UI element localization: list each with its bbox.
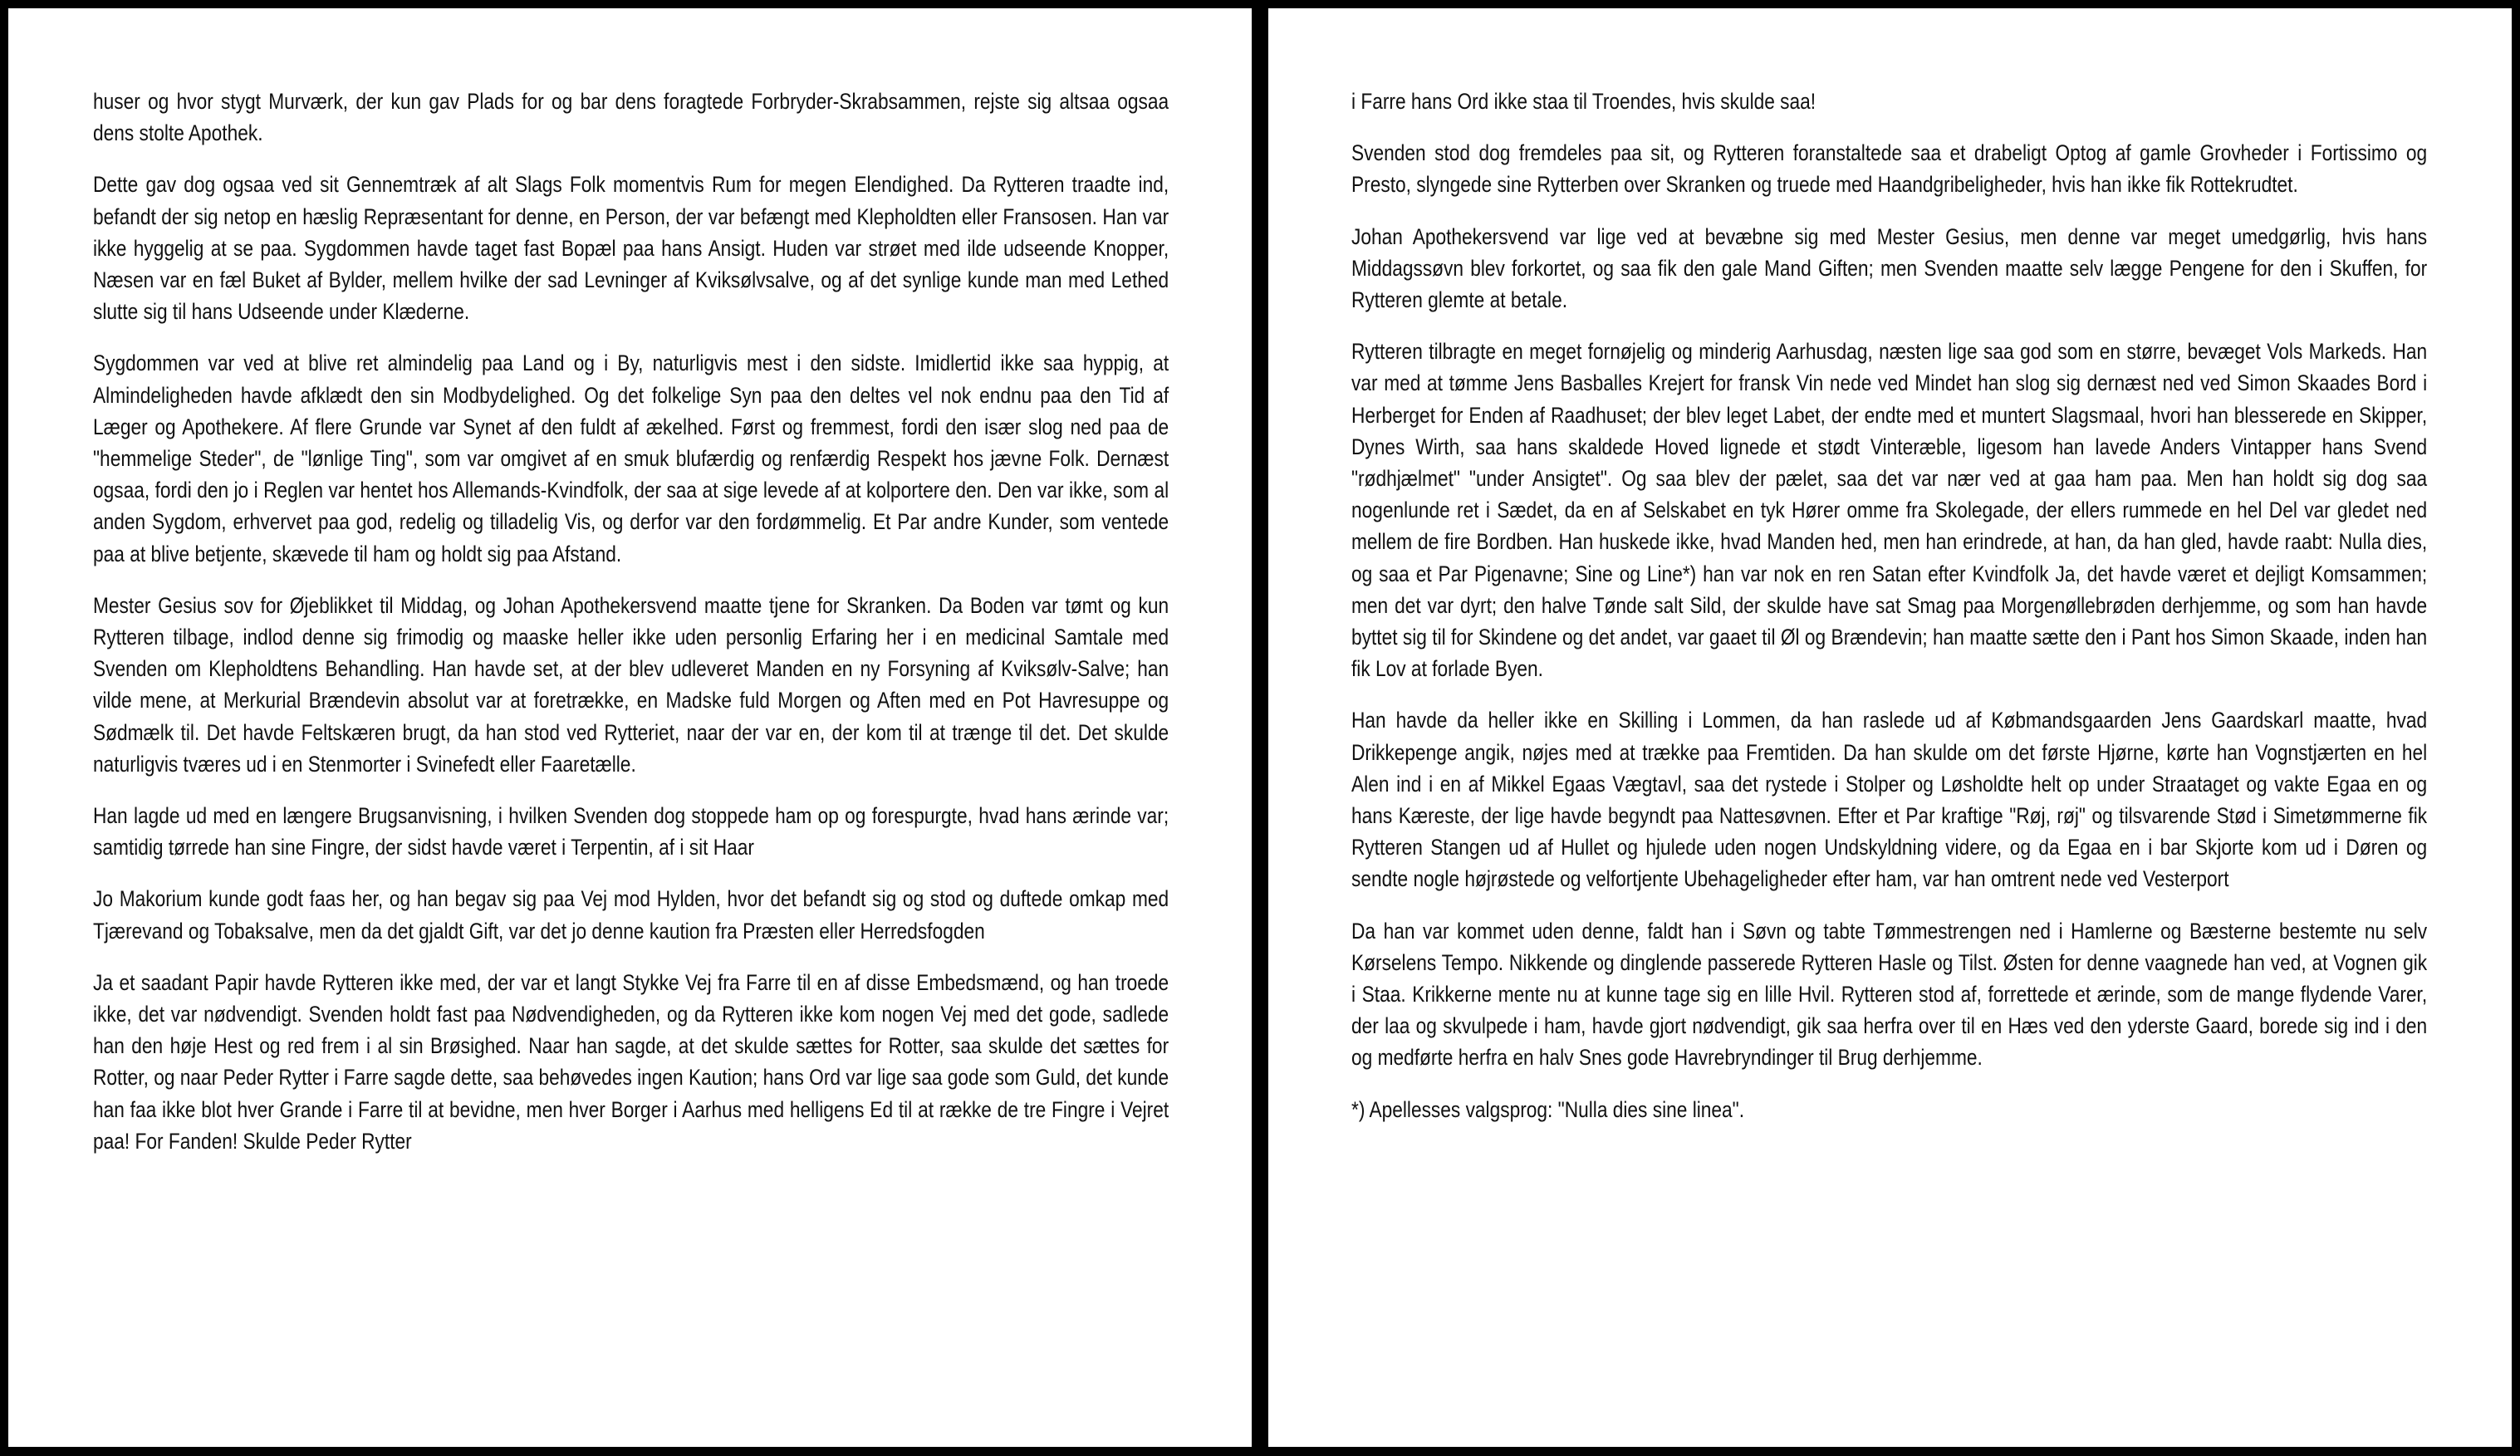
paragraph: Da han var kommet uden denne, faldt han i Søvn og tabte Tømmestrengen ned i Hamlerne og Bæsterne bestemte nu selv Kørselens Tempo. Nikkende og dinglende passerede Rytteren Hasle og Tilst. Østen for denne vaagnede han ved, at Vognen gik i Staa. Krikkerne mente nu at kunne tage sig en lille Hvil. Rytteren stod af, forrettede et ærinde, som de mange flydende Varer, der laa og skvulpede i ham, havde gjort nødvendigt, gik saa herfra over til en Hæs ved den yderste Gaard, borede sig ind i den og medførte herfra en halv Snes gode Havrebryndinger til Brug derhjemme. xyxy=(1351,918,2428,1071)
right-page-text xyxy=(1351,86,2427,1145)
paragraph: Svenden stod dog fremdeles paa sit, og Rytteren foranstaltede saa et drabeligt Optog af gamle Grovheder i Fortissimo og Presto, slyngede sine Rytterben over Skranken og truede med Haandgribeligheder, hvis han ikke fik Rottekrudtet. xyxy=(1351,140,2428,198)
paragraph: Mester Gesius sov for Øjeblikket til Middag, og Johan Apothekersvend maatte tjene for Skranken. Da Boden var tømt og kun Rytteren tilbage, indlod denne sig frimodig og maaske heller ikke uden personlig Erfaring her i en medicinal Samtale med Svenden om Klepholdtens Behandling. Han havde set, at der blev udleveret Manden en ny Forsyning af Kviksølv-Salve; han vilde mene, at Merkurial Brændevin absolut var at foretrække, en Madske fuld Morgen og Aften med en Pot Havresuppe og Sødmælk til. Det havde Feltskæren brugt, da han stod ved Rytteriet, naar der var en, der kom til at trænge til det. Det skulde naturligvis tværes ud i en Stenmorter i Svinefedt eller Faaretælle. xyxy=(93,592,1169,777)
paragraph: i Farre hans Ord ikke staa til Troendes, hvis skulde saa! xyxy=(1351,89,1816,114)
paragraph: Jo Makorium kunde godt faas her, og han begav sig paa Vej mod Hylden, hvor det befandt sig og stod og duftede omkap med Tjærevand og Tobaksalve, men da det gjaldt Gift, var det jo denne kaution fra Præsten eller Herredsfogden xyxy=(93,886,1169,944)
paragraph: Ja et saadant Papir havde Rytteren ikke med, der var et langt Stykke Vej fra Farre til en af disse Embedsmænd, og han troede ikke, det var nødvendigt. Svenden holdt fast paa Nødvendigheden, og da Rytteren ikke kom nogen Vej med det gode, sadlede han den høje Hest og red frem i al sin Brøsighed. Naar han sagde, at det skulde sættes for Rotter, saa skulde det sættes for Rotter, og naar Peder Rytter i Farre sagde dette, saa behøvedes ingen Kaution; hans Ord var lige saa gode som Guld, det kunde han faa ikke blot hver Grande i Farre til at bevidne, men hver Borger i Aarhus med helligens Ed til at række de tre Fingre i Vejret paa! For Fanden! Skulde Peder Rytter xyxy=(93,969,1169,1154)
paragraph: huser og hvor stygt Murværk, der kun gav Plads for og bar dens foragtede Forbryder-Skrabsammen, rejste sig altsaa ogsaa dens stolte Apothek. xyxy=(93,89,1169,146)
left-page-text xyxy=(93,86,1169,1177)
paragraph: Han havde da heller ikke en Skilling i Lommen, da han raslede ud af Købmandsgaarden Jens Gaardskarl maatte, hvad Drikkepenge angik, nøjes med at trække paa Fremtiden. Da han skulde om det første Hjørne, kørte han Vognstjærten en hel Alen ind i en af Mikkel Egaas Vægtavl, saa det rystede i Stolper og Løsholdte helt op under Straataget og vakte Egaa en og hans Kæreste, der lige havde begyndt paa Nattesøvnen. Efter et Par kraftige "Røj, røj" og tilsvarende Stød i Simetømmerne fik Rytteren Stangen ud af Hullet og hjulede uden nogen Undskyldning videre, og da Egaa en i bar Skjorte kom ud i Døren og sendte nogle højrøstede og velfortjente Ubehageligheder efter ham, var han omtrent nede ved Vesterport xyxy=(1351,708,2428,892)
paragraph: Johan Apothekersvend var lige ved at bevæbne sig med Mester Gesius, men denne var meget umedgørlig, hvis hans Middagssøvn blev forkortet, og saa fik den gale Mand Giften; men Svenden maatte selv lægge Pengene for den i Skuffen, for Rytteren glemte at betale. xyxy=(1351,223,2428,313)
footnote: *) Apellesses valgsprog: "Nulla dies sine linea". xyxy=(1351,1096,1745,1122)
paragraph: Sygdommen var ved at blive ret almindelig paa Land og i By, naturligvis mest i den sidste. Imidlertid ikke saa hyppig, at Almindeligheden havde afklædt den sin Modbydelighed. Og det folkelige Syn paa den deltes vel nok endnu paa den Tid af Læger og Apothekere. Af flere Grunde var Synet af den fuldt af ækelhed. Først og fremmest, fordi den især slog ned paa de "hemmelige Steder", de "lønlige Ting", som var omgivet af en smuk blufærdig og renfærdig Respekt hos jævne Folk. Dernæst ogsaa, fordi den jo i Reglen var hentet hos Allemands-Kvindfolk, der saa at sige levede af at kolportere den. Den var ikke, som al anden Sygdom, erhvervet paa god, redelig og tilladelig Vis, og derfor var den fordømmelig. Et Par andre Kunder, som ventede paa at blive betjente, skævede til ham og holdt sig paa Afstand. xyxy=(93,351,1169,566)
paragraph: Rytteren tilbragte en meget fornøjelig og minderig Aarhusdag, næsten lige saa god som en større, bevæget Vols Markeds. Han var med at tømme Jens Basballes Krejert for fransk Vin nede ved Mindet han slog sig dernæst ned ved Simon Skaades Bord i Herberget for Enden af Raadhuset; der blev leget Labet, der endte med et muntert Slagsmaal, hvori han blesserede en Skipper, Dynes Wirth, saa hans skaldede Hoved lignede et stødt Vinteræble, ligesom han lavede Anders Vintapper hans Svend "rødhjælmet" "under Ansigtet". Og saa blev der pælet, saa det var nær ved at gaa ham paa. Men han holdt sig dog saa nogenlunde ret i Sædet, da en af Selskabet en tyk Hører omme fra Skolegade, der ellers rummede en hel Del var gledet ned mellem de fire Bordben. Han huskede ikke, hvad Manden hed, men han erindrede, at han, da han gled, havde raabt: Nulla dies, og saa et Par Pigenavne; Sine og Line*) han var nok en ren Satan efter Kvindfolk Ja, det havde været et dejligt Komsammen; men det var dyrt; den halve Tønde salt Sild, der skulde have sat Smag paa Morgenøllebrøden derhjemme, og som han havde byttet sig til for Skindene og det andet, var gaaet til Øl og Brændevin; han maatte sætte den i Pant hos Simon Skaade, inden han fik Lov at forlade Byen. xyxy=(1351,339,2428,682)
paragraph: Dette gav dog ogsaa ved sit Gennemtræk af alt Slags Folk momentvis Rum for megen Elendighed. Da Rytteren traadte ind, befandt der sig netop en hæslig Repræsentant for denne, en Person, der var befængt med Klepholdten eller Fransosen. Han var ikke hyggelig at se paa. Sygdommen havde taget fast Bopæl paa hans Ansigt. Huden var strøet med ilde udseende Knopper, Næsen var en fæl Buket af Bylder, mellem hvilke der sad Levninger af Kviksølvsalve, og af det synlige kunde man med Lethed slutte sig til hans Udseende under Klæderne. xyxy=(93,172,1169,325)
paragraph: Han lagde ud med en længere Brugsanvisning, i hvilken Svenden dog stoppede ham op og forespurgte, hvad hans ærinde var; samtidig tørrede han sine Fingre, der sidst havde været i Terpentin, af i sit Haar xyxy=(93,803,1169,860)
right-page xyxy=(1268,8,2512,1447)
left-page xyxy=(8,8,1252,1447)
